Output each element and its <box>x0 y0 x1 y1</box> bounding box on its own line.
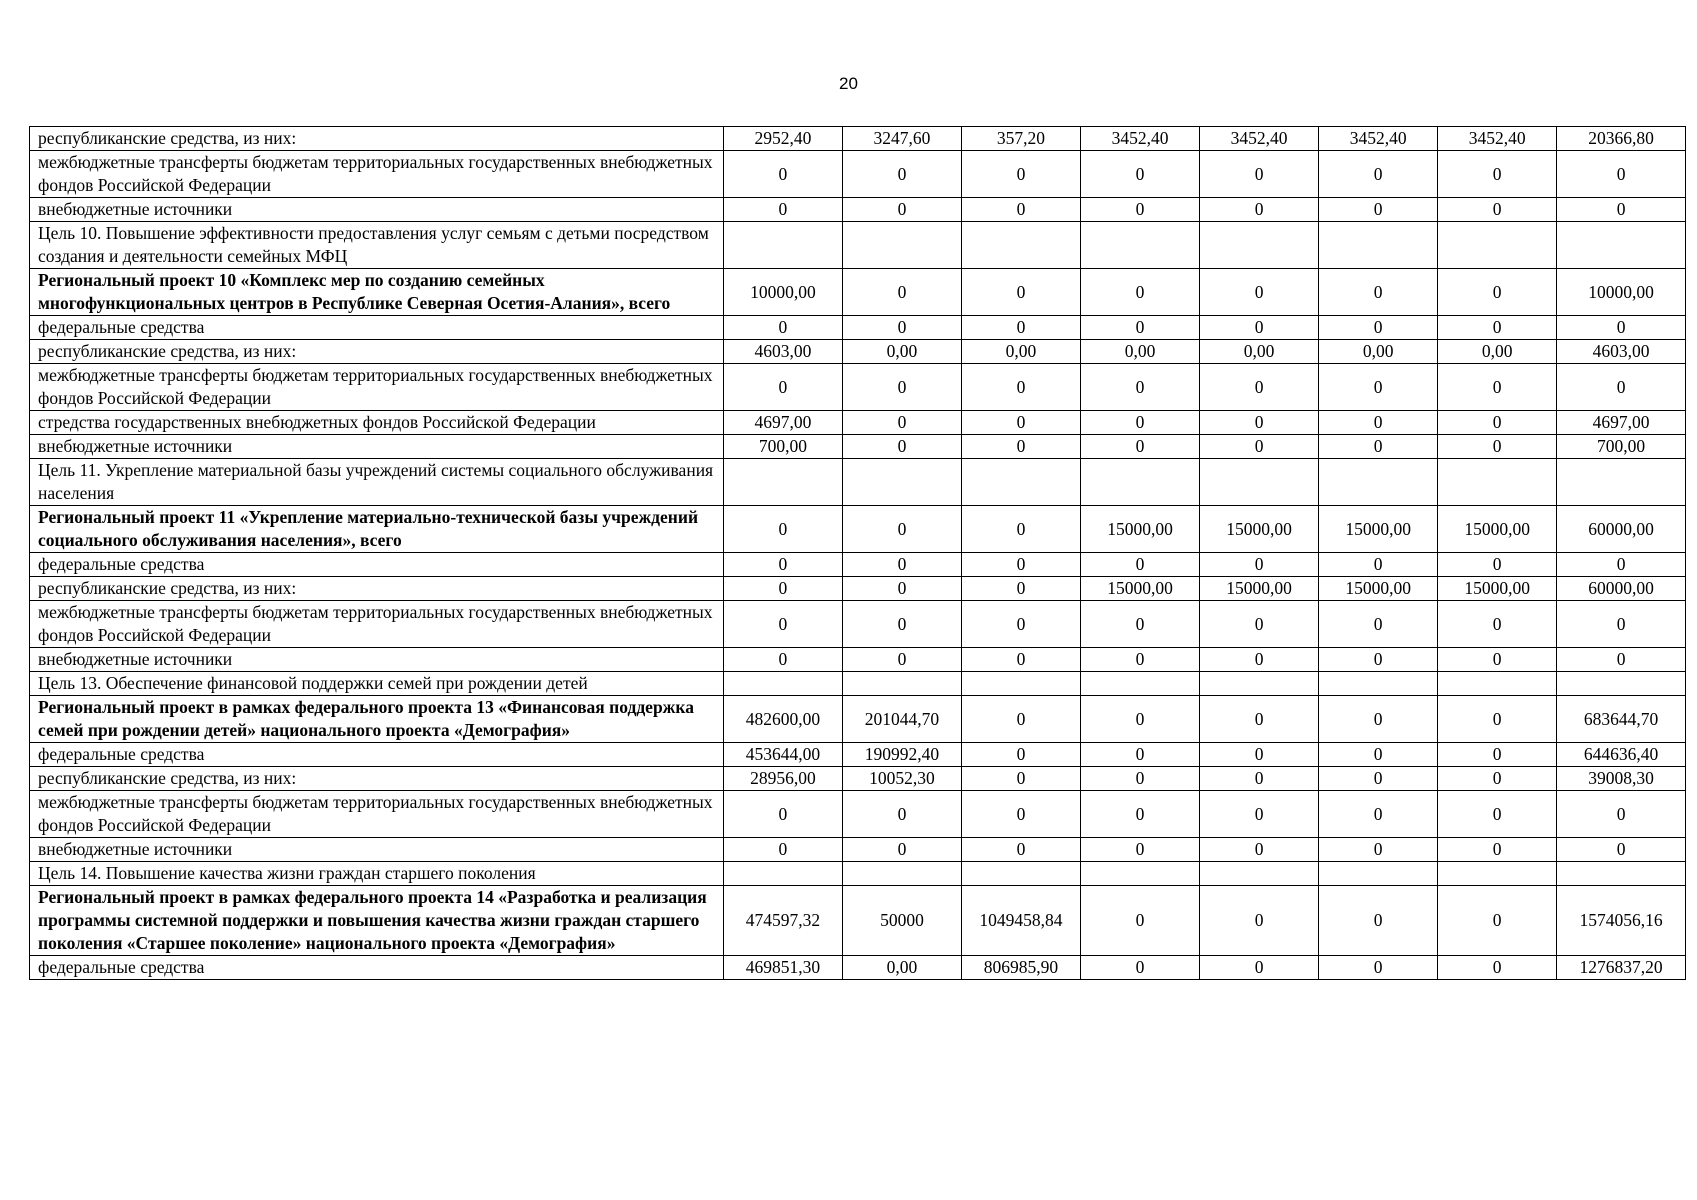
page-number: 20 <box>839 74 858 93</box>
row-value-cell: 0 <box>1319 838 1438 862</box>
row-value-cell: 10000,00 <box>723 269 842 316</box>
row-label: республиканские средства, из них: <box>30 340 724 364</box>
row-value-cell: 0 <box>1438 791 1557 838</box>
row-total-cell: 0 <box>1557 316 1686 340</box>
table-row-project <box>30 886 1686 956</box>
row-value-cell <box>1200 459 1319 506</box>
row-value-cell: 357,20 <box>961 127 1080 151</box>
row-value-cell: 0 <box>842 364 961 411</box>
table-row <box>30 601 1686 648</box>
row-value-cell: 0,00 <box>1081 340 1200 364</box>
row-total-cell: 0 <box>1557 151 1686 198</box>
row-value-cell: 0 <box>842 577 961 601</box>
row-value-cell: 0 <box>1438 648 1557 672</box>
row-value-cell: 0 <box>1200 956 1319 980</box>
row-value-cell: 4603,00 <box>723 340 842 364</box>
row-value-cell: 0 <box>1438 435 1557 459</box>
table-row <box>30 672 1686 696</box>
table-row-project <box>30 506 1686 553</box>
row-value-cell: 201044,70 <box>842 696 961 743</box>
table-row <box>30 222 1686 269</box>
row-value-cell <box>961 862 1080 886</box>
row-value-cell: 474597,32 <box>723 886 842 956</box>
row-value-cell: 0 <box>1200 198 1319 222</box>
table-row <box>30 198 1686 222</box>
row-value-cell <box>842 459 961 506</box>
row-value-cell <box>1319 862 1438 886</box>
row-value-cell: 0 <box>1081 364 1200 411</box>
row-label: федеральные средства <box>30 316 724 340</box>
row-value-cell: 190992,40 <box>842 743 961 767</box>
row-value-cell: 0 <box>1319 198 1438 222</box>
row-value-cell: 0 <box>1081 269 1200 316</box>
row-value-cell: 0 <box>1319 411 1438 435</box>
row-value-cell: 0 <box>961 553 1080 577</box>
row-value-cell: 700,00 <box>723 435 842 459</box>
row-value-cell <box>723 459 842 506</box>
row-label: федеральные средства <box>30 553 724 577</box>
row-value-cell <box>1200 862 1319 886</box>
row-total-cell: 0 <box>1557 791 1686 838</box>
row-value-cell: 0 <box>1438 696 1557 743</box>
row-value-cell: 0 <box>961 696 1080 743</box>
row-value-cell: 0 <box>961 767 1080 791</box>
row-value-cell: 0 <box>1081 553 1200 577</box>
row-value-cell: 0 <box>1200 435 1319 459</box>
row-total-cell: 10000,00 <box>1557 269 1686 316</box>
row-value-cell: 0 <box>1438 411 1557 435</box>
row-value-cell: 0 <box>842 316 961 340</box>
row-value-cell: 0 <box>1200 269 1319 316</box>
row-value-cell: 0 <box>1200 791 1319 838</box>
table-row <box>30 577 1686 601</box>
row-value-cell: 0 <box>1081 151 1200 198</box>
row-total-cell: 0 <box>1557 838 1686 862</box>
row-value-cell: 0 <box>1200 696 1319 743</box>
row-total-cell: 0 <box>1557 553 1686 577</box>
row-label: Цель 13. Обеспечение финансовой поддержки семей при рождении детей <box>30 672 724 696</box>
row-value-cell: 0 <box>1319 696 1438 743</box>
row-value-cell <box>961 459 1080 506</box>
row-value-cell: 0 <box>961 269 1080 316</box>
row-value-cell: 15000,00 <box>1319 577 1438 601</box>
row-value-cell <box>1081 222 1200 269</box>
row-total-cell: 0 <box>1557 198 1686 222</box>
row-value-cell: 0 <box>842 151 961 198</box>
row-value-cell: 3452,40 <box>1438 127 1557 151</box>
row-value-cell: 0 <box>1438 151 1557 198</box>
row-value-cell: 4697,00 <box>723 411 842 435</box>
row-total-cell: 0 <box>1557 364 1686 411</box>
table-row-project <box>30 696 1686 743</box>
row-value-cell <box>1081 459 1200 506</box>
row-value-cell: 453644,00 <box>723 743 842 767</box>
row-value-cell: 0,00 <box>1200 340 1319 364</box>
row-value-cell: 0 <box>723 151 842 198</box>
row-value-cell: 0 <box>1200 151 1319 198</box>
row-value-cell: 0 <box>723 364 842 411</box>
row-value-cell: 0 <box>1319 956 1438 980</box>
row-value-cell: 15000,00 <box>1438 506 1557 553</box>
table-row <box>30 791 1686 838</box>
row-value-cell: 0 <box>1200 743 1319 767</box>
row-value-cell: 0 <box>842 648 961 672</box>
table-row <box>30 364 1686 411</box>
row-value-cell <box>1438 862 1557 886</box>
row-value-cell: 0 <box>1081 411 1200 435</box>
row-value-cell: 0 <box>1438 553 1557 577</box>
row-value-cell: 0 <box>1319 743 1438 767</box>
row-total-cell: 700,00 <box>1557 435 1686 459</box>
row-value-cell: 0 <box>1200 411 1319 435</box>
row-value-cell: 0 <box>961 198 1080 222</box>
row-value-cell <box>1438 459 1557 506</box>
row-value-cell: 0 <box>842 198 961 222</box>
row-value-cell: 28956,00 <box>723 767 842 791</box>
row-label: межбюджетные трансферты бюджетам территориальных государственных внебюджетных фондов Российской Федерации <box>30 601 724 648</box>
row-value-cell: 15000,00 <box>1438 577 1557 601</box>
row-value-cell: 0 <box>961 791 1080 838</box>
row-value-cell: 15000,00 <box>1081 506 1200 553</box>
row-value-cell: 0 <box>842 411 961 435</box>
row-total-cell: 0 <box>1557 648 1686 672</box>
row-value-cell <box>842 672 961 696</box>
row-value-cell <box>1081 672 1200 696</box>
row-value-cell <box>1081 862 1200 886</box>
row-value-cell: 0 <box>961 601 1080 648</box>
row-value-cell <box>1319 672 1438 696</box>
row-value-cell: 0 <box>1081 198 1200 222</box>
row-value-cell: 0 <box>961 435 1080 459</box>
row-label: федеральные средства <box>30 743 724 767</box>
row-value-cell: 0 <box>1200 838 1319 862</box>
row-value-cell: 0 <box>961 838 1080 862</box>
budget-table <box>29 126 1686 980</box>
table-row <box>30 743 1686 767</box>
row-value-cell: 0 <box>842 435 961 459</box>
row-value-cell: 0 <box>1319 767 1438 791</box>
row-value-cell: 0 <box>842 506 961 553</box>
row-value-cell <box>961 672 1080 696</box>
row-value-cell: 0 <box>1081 956 1200 980</box>
row-total-cell <box>1557 459 1686 506</box>
row-value-cell: 3452,40 <box>1200 127 1319 151</box>
row-value-cell: 0 <box>842 553 961 577</box>
row-label: Региональный проект в рамках федерального проекта 13 «Финансовая поддержка семей при рождении детей» национального проекта «Демография» <box>30 696 724 743</box>
row-value-cell: 0 <box>842 791 961 838</box>
row-label: республиканские средства, из них: <box>30 127 724 151</box>
table-row <box>30 316 1686 340</box>
row-value-cell: 0 <box>961 364 1080 411</box>
row-value-cell: 0 <box>723 838 842 862</box>
row-value-cell: 3247,60 <box>842 127 961 151</box>
row-label: Региональный проект 10 «Комплекс мер по созданию семейных многофункциональных центров в Республике Северная Осетия-Алания», всего <box>30 269 724 316</box>
row-value-cell: 0,00 <box>961 340 1080 364</box>
row-value-cell: 0 <box>1081 648 1200 672</box>
table-row <box>30 435 1686 459</box>
row-value-cell: 15000,00 <box>1200 577 1319 601</box>
row-value-cell: 0 <box>1081 435 1200 459</box>
row-value-cell <box>1319 222 1438 269</box>
row-value-cell: 3452,40 <box>1081 127 1200 151</box>
row-value-cell <box>1200 222 1319 269</box>
table-row <box>30 838 1686 862</box>
row-value-cell <box>1438 672 1557 696</box>
row-value-cell: 0 <box>961 151 1080 198</box>
row-value-cell: 50000 <box>842 886 961 956</box>
table-row <box>30 767 1686 791</box>
row-total-cell: 1276837,20 <box>1557 956 1686 980</box>
row-value-cell: 0 <box>1319 601 1438 648</box>
row-label: Цель 14. Повышение качества жизни граждан старшего поколения <box>30 862 724 886</box>
row-value-cell: 0 <box>723 601 842 648</box>
table-row <box>30 411 1686 435</box>
row-value-cell: 0 <box>1319 316 1438 340</box>
row-value-cell: 0,00 <box>1438 340 1557 364</box>
row-label: внебюджетные источники <box>30 648 724 672</box>
row-value-cell <box>1438 222 1557 269</box>
row-value-cell: 0 <box>1081 696 1200 743</box>
row-label: межбюджетные трансферты бюджетам территориальных государственных внебюджетных фондов Российской Федерации <box>30 364 724 411</box>
row-value-cell: 0 <box>1200 364 1319 411</box>
row-value-cell: 0,00 <box>842 340 961 364</box>
row-label: стредства государственных внебюджетных фондов Российской Федерации <box>30 411 724 435</box>
row-value-cell: 0 <box>961 577 1080 601</box>
row-value-cell: 0 <box>1200 316 1319 340</box>
row-value-cell: 0 <box>1438 316 1557 340</box>
row-value-cell: 0 <box>842 838 961 862</box>
row-value-cell: 0 <box>1081 791 1200 838</box>
row-total-cell <box>1557 672 1686 696</box>
row-total-cell: 20366,80 <box>1557 127 1686 151</box>
row-total-cell: 60000,00 <box>1557 506 1686 553</box>
row-value-cell: 0 <box>1319 791 1438 838</box>
row-label: федеральные средства <box>30 956 724 980</box>
table-row <box>30 648 1686 672</box>
row-value-cell <box>842 222 961 269</box>
row-label: Цель 10. Повышение эффективности предоставления услуг семьям с детьми посредством создания и деятельности семейных МФЦ <box>30 222 724 269</box>
row-value-cell: 0 <box>1438 743 1557 767</box>
row-value-cell: 0 <box>1200 767 1319 791</box>
row-value-cell: 0,00 <box>1319 340 1438 364</box>
row-value-cell <box>723 222 842 269</box>
row-value-cell: 0 <box>961 743 1080 767</box>
table-row <box>30 127 1686 151</box>
row-value-cell: 0 <box>723 791 842 838</box>
row-value-cell: 0 <box>1438 767 1557 791</box>
row-label: Региональный проект в рамках федерального проекта 14 «Разработка и реализация программы системной поддержки и повышения качества жизни граждан старшего поколения «Старшее поколение» национального проекта «Демография» <box>30 886 724 956</box>
row-value-cell: 482600,00 <box>723 696 842 743</box>
row-value-cell: 0 <box>723 316 842 340</box>
table-row <box>30 340 1686 364</box>
table-row-project <box>30 269 1686 316</box>
row-value-cell <box>1200 672 1319 696</box>
row-value-cell: 2952,40 <box>723 127 842 151</box>
row-total-cell: 644636,40 <box>1557 743 1686 767</box>
row-value-cell: 0 <box>1438 198 1557 222</box>
row-label: внебюджетные источники <box>30 198 724 222</box>
row-value-cell: 0 <box>1081 743 1200 767</box>
row-value-cell: 0 <box>1438 601 1557 648</box>
row-value-cell: 0 <box>1319 553 1438 577</box>
row-total-cell <box>1557 862 1686 886</box>
row-value-cell: 0 <box>1200 601 1319 648</box>
row-label: межбюджетные трансферты бюджетам территориальных государственных внебюджетных фондов Российской Федерации <box>30 151 724 198</box>
row-value-cell: 0 <box>842 269 961 316</box>
row-value-cell: 0 <box>1319 151 1438 198</box>
table-row <box>30 956 1686 980</box>
row-label: Цель 11. Укрепление материальной базы учреждений системы социального обслуживания населения <box>30 459 724 506</box>
row-value-cell <box>723 672 842 696</box>
row-label: Региональный проект 11 «Укрепление материально-технической базы учреждений социального обслуживания населения», всего <box>30 506 724 553</box>
row-value-cell: 0 <box>961 411 1080 435</box>
row-value-cell: 469851,30 <box>723 956 842 980</box>
row-value-cell: 10052,30 <box>842 767 961 791</box>
row-total-cell: 0 <box>1557 601 1686 648</box>
row-value-cell: 0 <box>723 198 842 222</box>
row-value-cell: 15000,00 <box>1200 506 1319 553</box>
row-value-cell: 0 <box>961 316 1080 340</box>
row-value-cell: 0 <box>723 648 842 672</box>
row-value-cell: 0 <box>1319 435 1438 459</box>
row-value-cell: 0 <box>961 648 1080 672</box>
row-value-cell: 0 <box>1081 838 1200 862</box>
table-row <box>30 862 1686 886</box>
row-total-cell: 4697,00 <box>1557 411 1686 435</box>
row-value-cell: 0 <box>1319 364 1438 411</box>
row-value-cell: 0 <box>1200 648 1319 672</box>
row-value-cell: 0 <box>1438 269 1557 316</box>
row-value-cell <box>842 862 961 886</box>
table-row <box>30 459 1686 506</box>
row-label: внебюджетные источники <box>30 435 724 459</box>
row-value-cell: 0 <box>842 601 961 648</box>
row-value-cell <box>961 222 1080 269</box>
row-label: республиканские средства, из них: <box>30 767 724 791</box>
row-value-cell <box>723 862 842 886</box>
row-value-cell <box>1319 459 1438 506</box>
row-value-cell: 0 <box>723 506 842 553</box>
row-total-cell <box>1557 222 1686 269</box>
row-value-cell: 0 <box>1081 316 1200 340</box>
row-value-cell: 806985,90 <box>961 956 1080 980</box>
row-value-cell: 15000,00 <box>1319 506 1438 553</box>
row-label: межбюджетные трансферты бюджетам территориальных государственных внебюджетных фондов Российской Федерации <box>30 791 724 838</box>
row-total-cell: 1574056,16 <box>1557 886 1686 956</box>
row-value-cell: 0 <box>1438 364 1557 411</box>
row-value-cell: 0 <box>1319 648 1438 672</box>
row-value-cell: 0 <box>1081 767 1200 791</box>
row-value-cell: 0 <box>961 506 1080 553</box>
row-value-cell: 0 <box>1438 956 1557 980</box>
row-value-cell: 3452,40 <box>1319 127 1438 151</box>
row-value-cell: 0 <box>1319 269 1438 316</box>
row-label: внебюджетные источники <box>30 838 724 862</box>
row-value-cell: 0 <box>1200 886 1319 956</box>
row-label: республиканские средства, из них: <box>30 577 724 601</box>
row-value-cell: 0 <box>1438 838 1557 862</box>
row-total-cell: 60000,00 <box>1557 577 1686 601</box>
row-value-cell: 0 <box>1319 886 1438 956</box>
row-value-cell: 0,00 <box>842 956 961 980</box>
row-value-cell: 0 <box>1081 601 1200 648</box>
row-total-cell: 4603,00 <box>1557 340 1686 364</box>
row-value-cell: 15000,00 <box>1081 577 1200 601</box>
row-value-cell: 0 <box>1081 886 1200 956</box>
row-value-cell: 0 <box>1200 553 1319 577</box>
budget-table-body <box>30 127 1686 980</box>
row-total-cell: 39008,30 <box>1557 767 1686 791</box>
row-value-cell: 1049458,84 <box>961 886 1080 956</box>
row-value-cell: 0 <box>723 577 842 601</box>
row-total-cell: 683644,70 <box>1557 696 1686 743</box>
table-row <box>30 151 1686 198</box>
row-value-cell: 0 <box>723 553 842 577</box>
table-row <box>30 553 1686 577</box>
row-value-cell: 0 <box>1438 886 1557 956</box>
